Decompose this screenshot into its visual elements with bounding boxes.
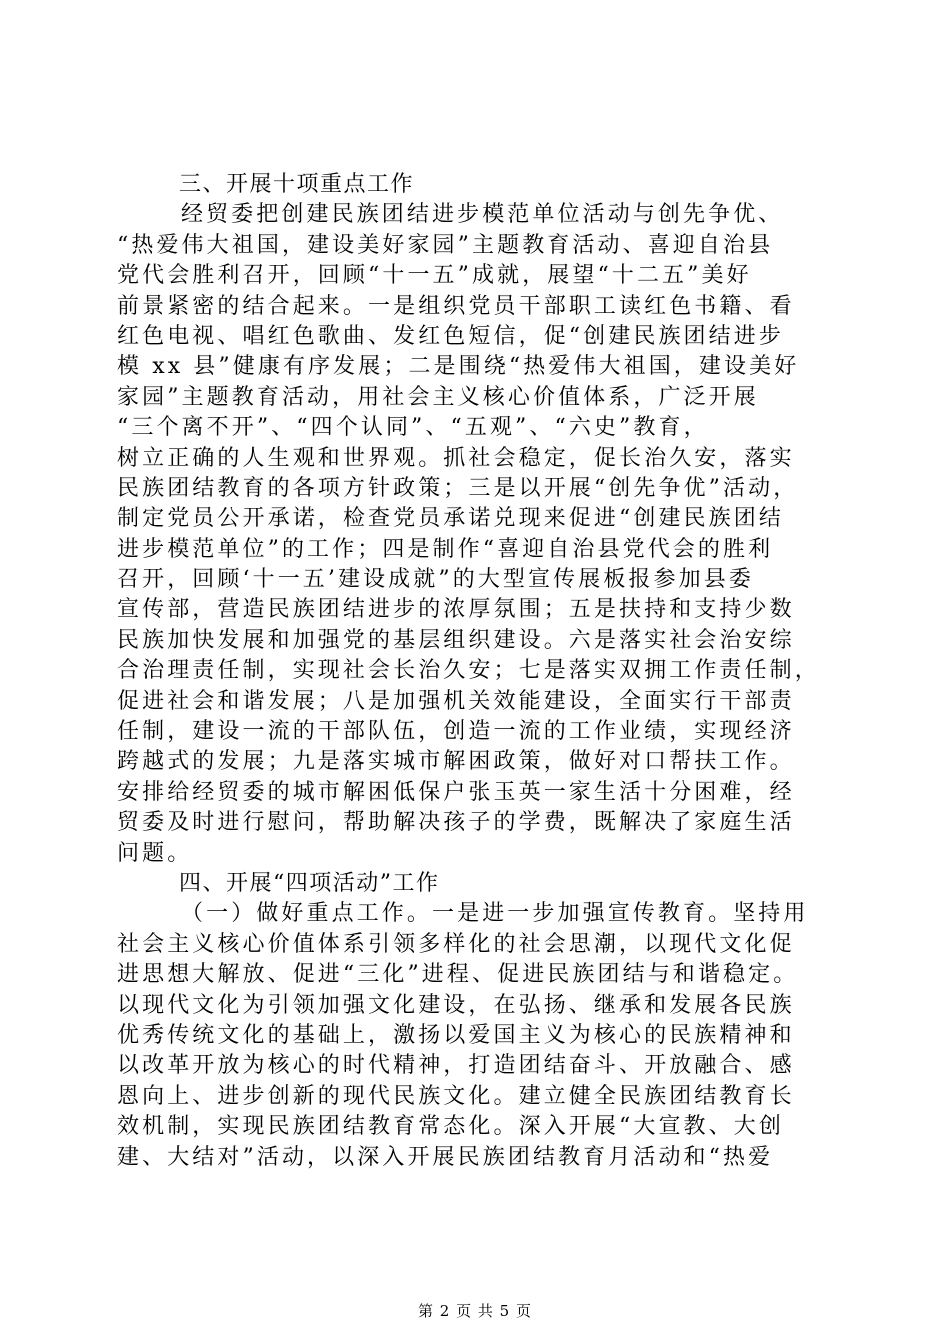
paragraph-line: 社会主义核心价值体系引领多样化的社会思潮，以现代文化促	[117, 931, 795, 957]
paragraph-line: 民族加快发展和加强党的基层组织建设。六是落实社会治安综	[117, 627, 795, 653]
paragraph-line: 跨越式的发展；九是落实城市解困政策，做好对口帮扶工作。	[117, 749, 795, 775]
section-heading: 四、开展“四项活动”工作	[179, 870, 440, 896]
paragraph-line: 树立正确的人生观和世界观。抓社会稳定，促长治久安，落实	[117, 445, 795, 471]
paragraph-line: 问题。	[117, 840, 193, 866]
paragraph-line: “三个离不开”、“四个认同”、“五观”、“六史”教育，	[117, 415, 709, 441]
document-body	[117, 170, 837, 1173]
paragraph-line: 促进社会和谐发展；八是加强机关效能建设，全面实行干部责	[117, 688, 795, 714]
paragraph-line: 进思想大解放、促进“三化”进程、促进民族团结与和谐稳定。	[117, 962, 799, 988]
paragraph-line: “热爱伟大祖国，建设美好家园”主题教育活动、喜迎自治县	[117, 232, 774, 258]
paragraph-line: 合治理责任制，实现社会长治久安；七是落实双拥工作责任制，	[117, 658, 820, 684]
paragraph-line: 进步模范单位”的工作；四是制作“喜迎自治县党代会的胜利	[117, 536, 774, 562]
paragraph-line: 宣传部，营造民族团结进步的浓厚氛围；五是扶持和支持少数	[117, 597, 795, 623]
paragraph-line: 前景紧密的结合起来。一是组织党员干部职工读红色书籍、看	[117, 293, 795, 319]
paragraph-line: 民族团结教育的各项方针政策；三是以开展“创先争优”活动，	[117, 475, 799, 501]
paragraph-line: （一）做好重点工作。一是进一步加强宣传教育。坚持用	[181, 901, 809, 927]
paragraph-line: 家园”主题教育活动，用社会主义核心价值体系，广泛开展	[117, 384, 759, 410]
paragraph-line: 模 xx 县”健康有序发展；二是围绕“热爱伟大祖国，建设美好	[117, 354, 800, 380]
paragraph-line: 党代会胜利召开，回顾“十一五”成就，展望“十二五”美好	[117, 263, 752, 289]
paragraph-line: 制定党员公开承诺，检查党员承诺兑现来促进“创建民族团结	[117, 506, 784, 532]
paragraph-line: 任制，建设一流的干部队伍，创造一流的工作业绩，实现经济	[117, 719, 795, 745]
paragraph-line: 效机制，实现民族团结教育常态化。深入开展“大宣教、大创	[117, 1114, 784, 1140]
page-number-footer: 第 2 页 共 5 页	[418, 1302, 532, 1320]
paragraph-line: 红色电视、唱红色歌曲、发红色短信，促“创建民族团结进步	[117, 323, 784, 349]
section-heading: 三、开展十项重点工作	[179, 172, 415, 197]
paragraph-line: 经贸委把创建民族团结进步模范单位活动与创先争优、	[181, 202, 784, 228]
paragraph-line: 以现代文化为引领加强文化建设，在弘扬、继承和发展各民族	[117, 992, 795, 1018]
paragraph-line: 恩向上、进步创新的现代民族文化。建立健全民族团结教育长	[117, 1083, 795, 1109]
paragraph-line: 优秀传统文化的基础上，激扬以爱国主义为核心的民族精神和	[117, 1022, 795, 1048]
paragraph-line: 安排给经贸委的城市解困低保户张玉英一家生活十分困难，经	[117, 779, 795, 805]
paragraph-line: 召开，回顾‘十一五’建设成就”的大型宣传展板报参加县委	[117, 567, 754, 593]
paragraph-line: 建、大结对”活动，以深入开展民族团结教育月活动和“热爱	[117, 1144, 774, 1170]
paragraph-line: 以改革开放为核心的时代精神，打造团结奋斗、开放融合、感	[117, 1053, 795, 1079]
paragraph-line: 贸委及时进行慰问，帮助解决孩子的学费，既解决了家庭生活	[117, 810, 795, 836]
